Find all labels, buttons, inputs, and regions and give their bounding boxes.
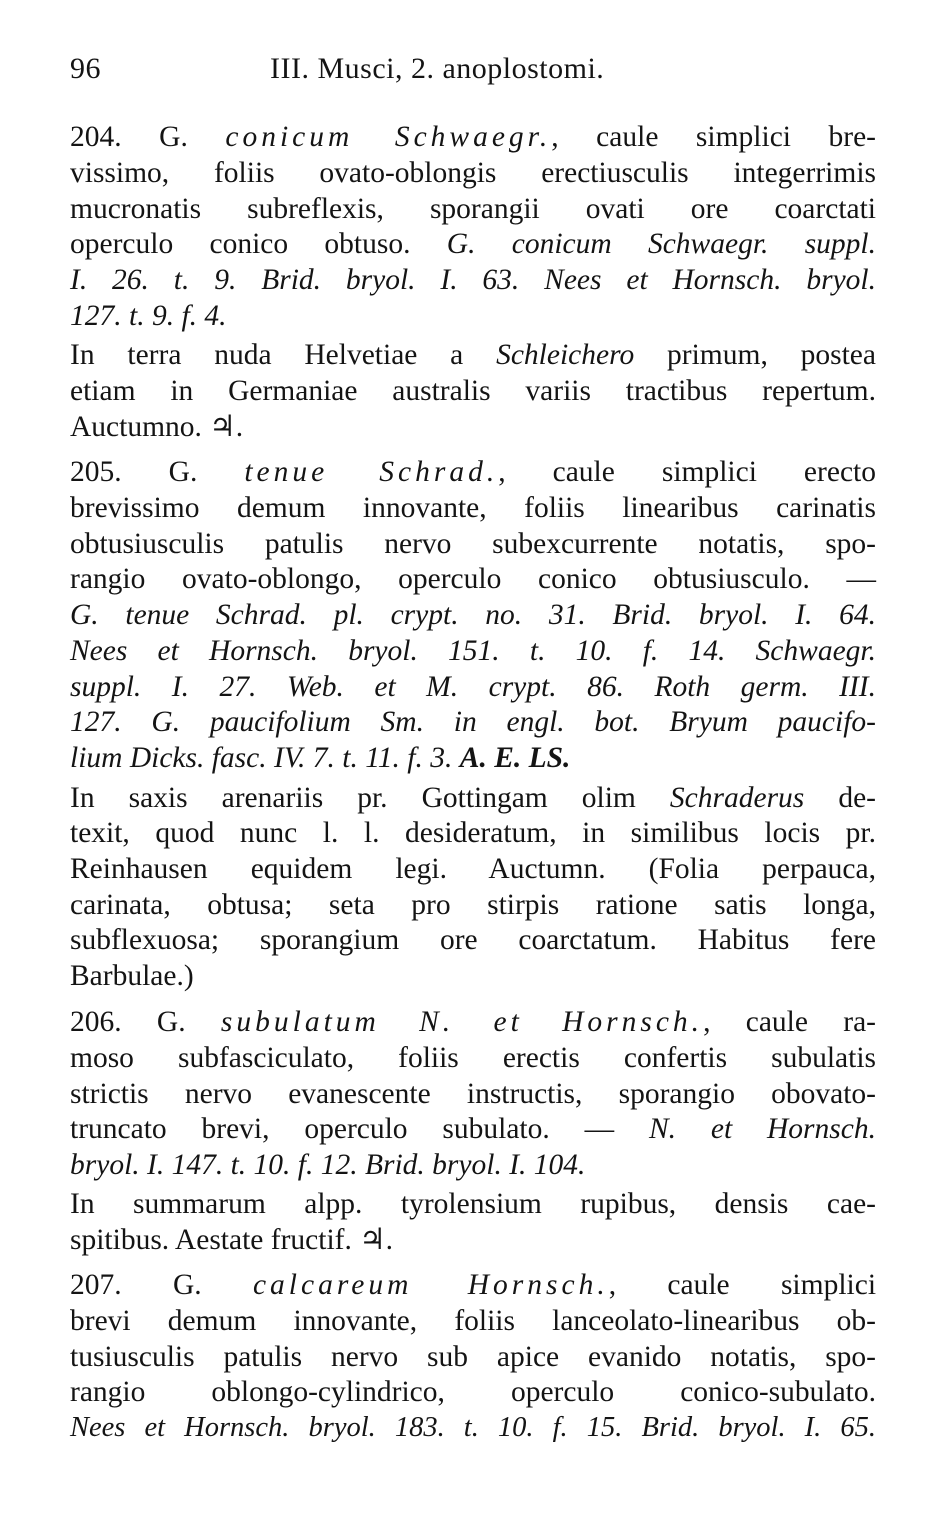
text-run: In saxis arenariis pr. Gottingam olim — [70, 782, 670, 814]
entry-205-line-2: brevissimo demum innovante, foliis linearibus carinatis — [70, 492, 876, 524]
running-header — [70, 52, 870, 96]
handwritten-marks: A. E. LS. — [459, 742, 571, 774]
entry-205-habitat-5: subflexuosa; sporangium ore coarctatum. Habitus fere — [70, 924, 876, 956]
text-run: N. et Hornsch. — [648, 1113, 876, 1145]
entry-204-line-1 — [70, 119, 876, 155]
entry-207-line-2: brevi demum innovante, foliis lanceolato-linearibus ob- — [70, 1305, 876, 1337]
text-run: 205. G. — [70, 456, 245, 488]
text-run: tenue Schrad. — [244, 456, 499, 488]
entry-206-line-4 — [70, 1111, 876, 1147]
text-run: Schraderus — [669, 782, 805, 814]
entry-204-habitat-3: Auctumno. ♃. — [70, 411, 244, 443]
entry-206-line-3: strictis nervo evanescente instructis, sporangio obovato- — [70, 1078, 876, 1110]
entry-206-line-2: moso subfasciculato, foliis erectis confertis subulatis — [70, 1042, 876, 1074]
entry-205-line-4: rangio ovato-oblongo, operculo conico obtusiusculo. — — [70, 563, 876, 595]
text-run: calcareum Hornsch. — [252, 1269, 609, 1301]
entry-204-line-5: I. 26. t. 9. Brid. bryol. I. 63. Nees et Hornsch. bryol. — [70, 264, 876, 296]
entry-207-line-4: rangio oblongo-cylindrico, operculo conico-subulato. — [70, 1376, 876, 1408]
entry-204-habitat-1 — [70, 337, 876, 373]
entry-205-habitat-1 — [70, 780, 876, 816]
text-run: , caule simplici — [608, 1269, 877, 1301]
text-run: 207. G. — [70, 1269, 253, 1301]
text-run: G. conicum Schwaegr. suppl. — [446, 228, 876, 260]
text-run: 204. G. — [70, 121, 226, 153]
entry-205-line-1 — [70, 454, 876, 490]
entry-205-habitat-2: texit, quod nunc l. l. desideratum, in similibus locis pr. — [70, 817, 876, 849]
text-run: , caule simplici erecto — [498, 456, 876, 488]
text-run: primum, postea — [634, 339, 876, 371]
text-run: subulatum N. et Hornsch. — [220, 1006, 704, 1038]
entry-206-habitat-2: spitibus. Aestate fructif. ♃. — [70, 1224, 394, 1256]
text-run: , caule ra- — [703, 1006, 877, 1038]
entry-205-line-5: G. tenue Schrad. pl. crypt. no. 31. Brid. bryol. I. 64. — [70, 599, 876, 631]
entry-205-habitat-4: carinata, obtusa; seta pro stirpis ratione satis longa, — [70, 889, 876, 921]
entry-205-line-6: Nees et Hornsch. bryol. 151. t. 10. f. 14. Schwaegr. — [70, 635, 876, 667]
text-run: de- — [804, 782, 876, 814]
text-run: Schleichero — [496, 339, 635, 371]
text-run: , caule simplici bre- — [551, 121, 876, 153]
entry-205-habitat-6: Barbulae.) — [70, 960, 194, 992]
text-run: truncato brevi, operculo subulato. — — [70, 1113, 649, 1145]
entry-205-line-3: obtusiusculis patulis nervo subexcurrente notatis, spo- — [70, 528, 876, 560]
entry-206-line-1 — [70, 1004, 876, 1040]
entry-206-habitat-1: In summarum alpp. tyrolensium rupibus, densis cae- — [70, 1188, 876, 1220]
running-title: III. Musci, 2. anoplostomi. — [270, 52, 605, 85]
text-run: 206. G. — [70, 1006, 221, 1038]
entry-204-line-4 — [70, 226, 876, 262]
entry-207-line-1 — [70, 1267, 876, 1303]
entry-204-line-2: vissimo, foliis ovato-oblongis erectiusculis integerrimis — [70, 157, 876, 189]
text-run: In terra nuda Helvetiae a — [70, 339, 497, 371]
entry-207-line-5: Nees et Hornsch. bryol. 183. t. 10. f. 15. Brid. bryol. I. 65. — [70, 1412, 876, 1443]
entry-204-line-6: 127. t. 9. f. 4. — [70, 300, 227, 332]
text-run: lium Dicks. fasc. IV. 7. t. 11. f. 3. — [70, 742, 460, 774]
entry-207-line-3: tusiusculis patulis nervo sub apice evanido notatis, spo- — [70, 1341, 876, 1373]
entry-204-line-3: mucronatis subreflexis, sporangii ovati ore coarctati — [70, 193, 876, 225]
entry-205-habitat-3: Reinhausen equidem legi. Auctumn. (Folia perpauca, — [70, 853, 876, 885]
entry-206-line-5: bryol. I. 147. t. 10. f. 12. Brid. bryol. I. 104. — [70, 1149, 586, 1181]
entry-205-line-7: suppl. I. 27. Web. et M. crypt. 86. Roth germ. III. — [70, 671, 876, 703]
text-run: conicum Schwaegr. — [225, 121, 552, 153]
page-number: 96 — [70, 52, 101, 85]
entry-205-line-8: 127. G. paucifolium Sm. in engl. bot. Bryum paucifo- — [70, 706, 876, 738]
entry-204-habitat-2: etiam in Germaniae australis variis tractibus repertum. — [70, 375, 876, 407]
entry-205-line-9 — [70, 740, 876, 776]
text-run: operculo conico obtuso. — [70, 228, 447, 260]
